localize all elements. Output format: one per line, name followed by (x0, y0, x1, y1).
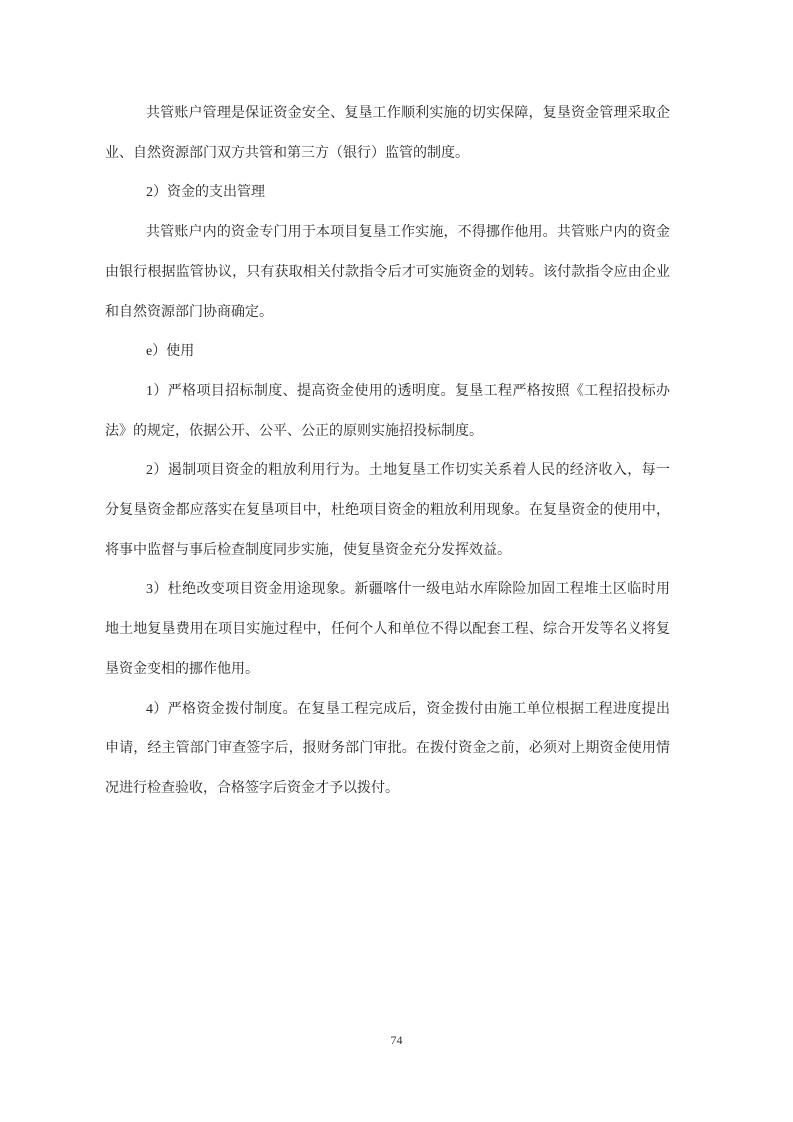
document-body (105, 94, 670, 809)
page-footer (0, 1031, 793, 1049)
page-number: 74 (390, 1033, 403, 1047)
paragraph-bidding-system: 1）严格项目招标制度、提高资金使用的透明度。复垦工程严格按照《工程招投标办法》的规定，依据公开、公平、公正的原则实施招投标制度。 (105, 383, 670, 439)
paragraph-no-misappropriation: 3）杜绝改变项目资金用途现象。新疆喀什一级电站水库除险加固工程堆土区临时用地土地复垦费用在项目实施过程中，任何个人和单位不得以配套工程、综合开发等名义将复垦资金变相的挪作他用。 (105, 582, 670, 677)
paragraph-curb-extensive-use: 2）遏制项目资金的粗放利用行为。土地复垦工作切实关系着人民的经济收入，每一分复垦资金都应落实在复垦项目中，杜绝项目资金的粗放利用现象。在复垦资金的使用中，将事中监督与事后检查制度同步实施，使复垦资金充分发挥效益。 (105, 463, 670, 558)
subheading-use: e）使用 (146, 344, 195, 360)
paragraph-joint-account-intro: 共管账户管理是保证资金安全、复垦工作顺利实施的切实保障，复垦资金管理采取企业、自然资源部门双方共管和第三方（银行）监管的制度。 (105, 106, 670, 161)
subheading-expenditure-management: 2）资金的支出管理 (146, 185, 265, 201)
paragraph-expenditure-detail: 共管账户内的资金专门用于本项目复垦工作实施，不得挪作他用。共管账户内的资金由银行根据监管协议，只有获取相关付款指令后才可实施资金的划转。该付款指令应由企业和自然资源部门协商确定。 (105, 225, 670, 320)
paragraph-disbursement-system: 4）严格资金拨付制度。在复垦工程完成后，资金拨付由施工单位根据工程进度提出申请，经主管部门审查签字后，报财务部门审批。在拨付资金之前，必须对上期资金使用情况进行检查验收，合格签字后资金才予以拨付。 (105, 701, 670, 796)
